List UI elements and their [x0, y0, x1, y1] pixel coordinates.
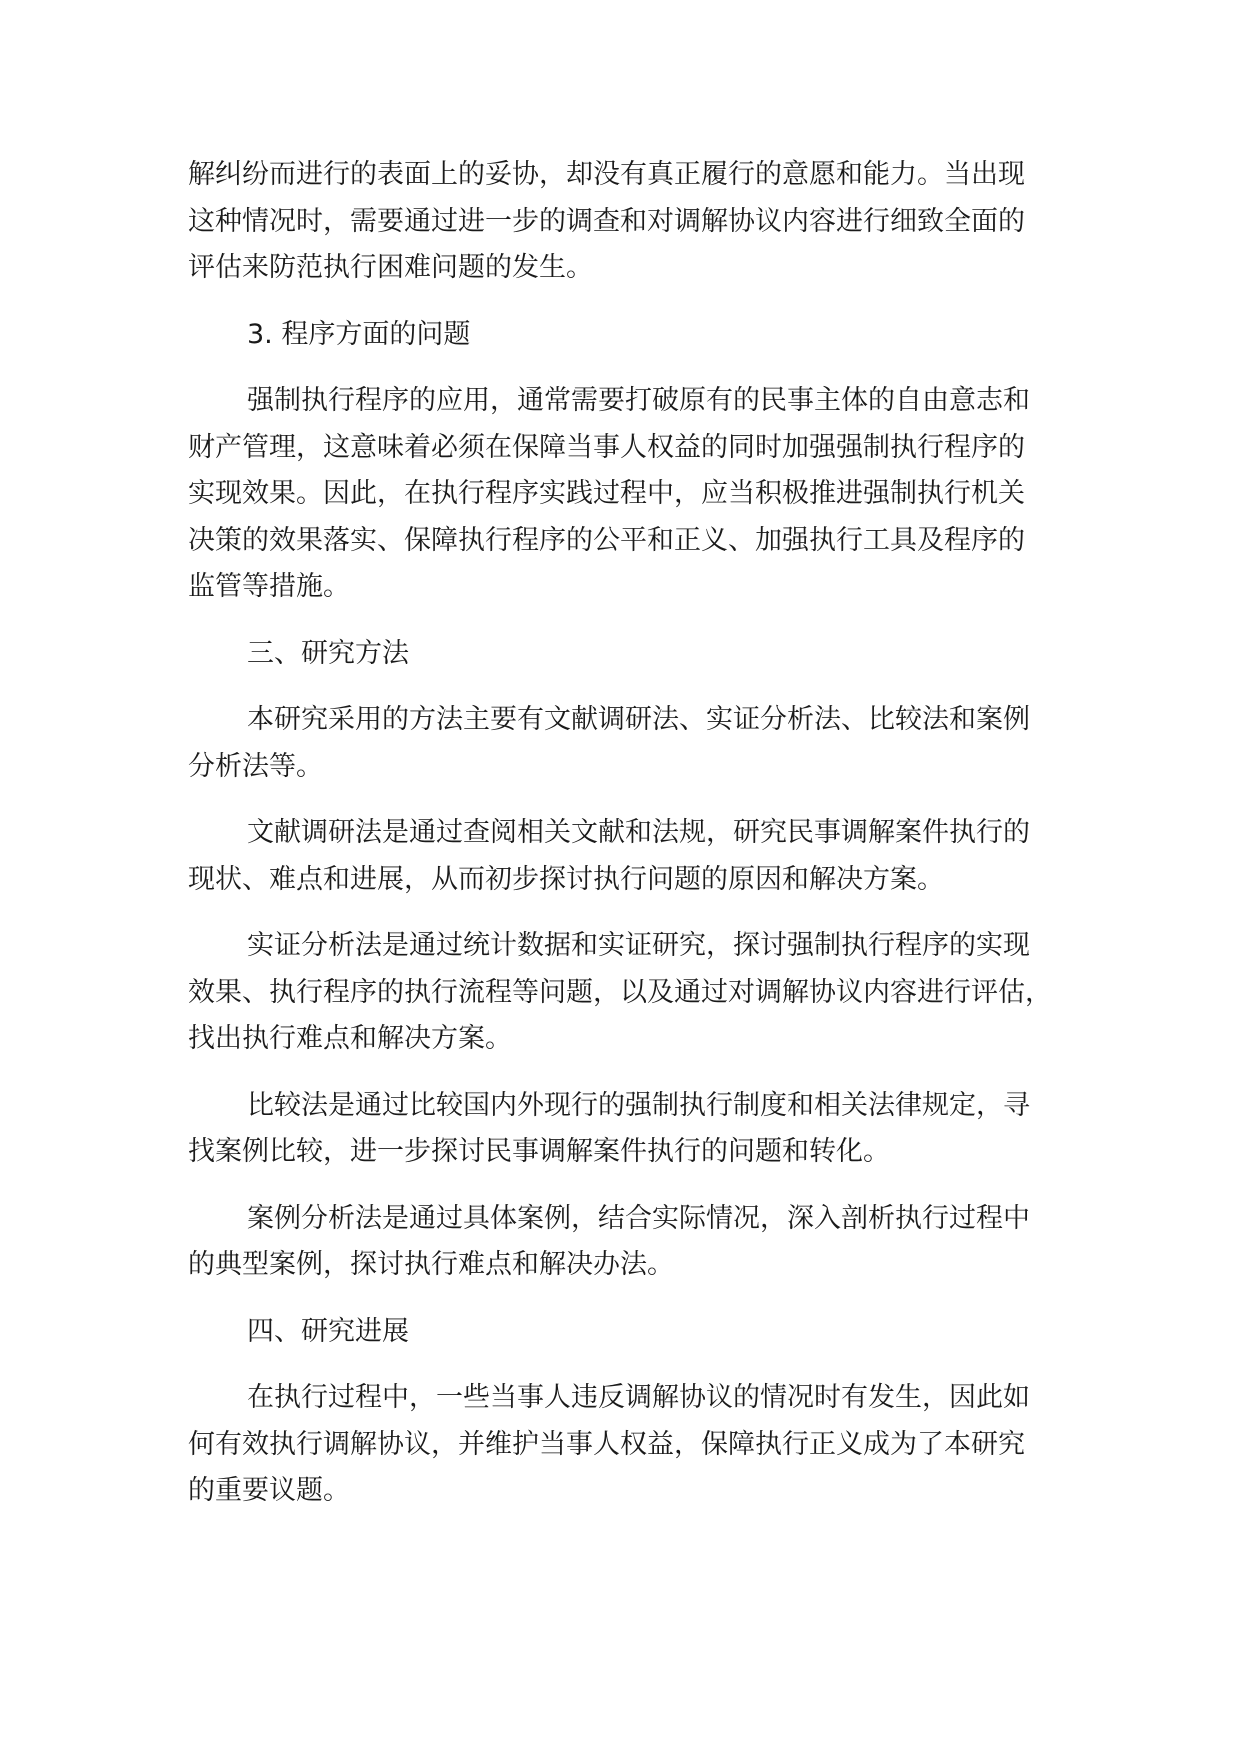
paragraph: [188, 1196, 1088, 1289]
text-line: 现状、难点和进展，从而初步探讨执行问题的原因和解决方案。: [188, 863, 944, 895]
paragraph: [188, 152, 1088, 292]
document-page: [188, 152, 1088, 1535]
text-line: 案例分析法是通过具体案例，结合实际情况，深入剖析执行过程中: [247, 1202, 1030, 1234]
section-heading: [188, 631, 1088, 678]
text-line: 监管等措施。: [188, 571, 350, 602]
text-line: 的重要议题。: [188, 1475, 350, 1506]
text-line: 找出执行难点和解决方案。: [188, 1023, 512, 1054]
text-line: 找案例比较，进一步探讨民事调解案件执行的问题和转化。: [188, 1136, 890, 1167]
text-line: 实现效果。因此，在执行程序实践过程中，应当积极推进强制执行机关: [188, 478, 1025, 509]
text-line: 这种情况时，需要通过进一步的调查和对调解协议内容进行细致全面的: [188, 205, 1025, 237]
text-line: 比较法是通过比较国内外现行的强制执行制度和相关法律规定，寻: [247, 1089, 1030, 1121]
text-line: 的典型案例，探讨执行难点和解决办法。: [188, 1249, 674, 1280]
text-line: 三、研究方法: [247, 637, 409, 669]
text-line: 实证分析法是通过统计数据和实证研究，探讨强制执行程序的实现: [247, 930, 1030, 961]
text-line: 解纠纷而进行的表面上的妥协，却没有真正履行的意愿和能力。当出现: [188, 159, 1025, 190]
text-line: 决策的效果落实、保障执行程序的公平和正义、加强执行工具及程序的: [188, 524, 1025, 556]
text-line: 四、研究进展: [247, 1315, 409, 1347]
paragraph: [188, 697, 1088, 790]
document-body: [188, 152, 1088, 1515]
paragraph: [188, 1375, 1088, 1515]
text-line: 在执行过程中，一些当事人违反调解协议的情况时有发生，因此如: [247, 1382, 1030, 1413]
paragraph: [188, 1083, 1088, 1176]
text-line: 3. 程序方面的问题: [247, 318, 471, 350]
paragraph: [188, 923, 1088, 1063]
text-line: 财产管理，这意味着必须在保障当事人权益的同时加强强制执行程序的: [188, 431, 1025, 463]
paragraph: [188, 378, 1088, 611]
text-line: 文献调研法是通过查阅相关文献和法规，研究民事调解案件执行的: [247, 817, 1030, 848]
section-heading: [188, 312, 1088, 359]
paragraph: [188, 810, 1088, 903]
text-line: 本研究采用的方法主要有文献调研法、实证分析法、比较法和案例: [247, 704, 1030, 735]
text-line: 分析法等。: [188, 750, 323, 782]
text-line: 强制执行程序的应用，通常需要打破原有的民事主体的自由意志和: [247, 385, 1030, 416]
text-line: 评估来防范执行困难问题的发生。: [188, 252, 593, 283]
text-line: 效果、执行程序的执行流程等问题，以及通过对调解协议内容进行评估，: [188, 976, 1052, 1008]
section-heading: [188, 1309, 1088, 1356]
text-line: 何有效执行调解协议，并维护当事人权益，保障执行正义成为了本研究: [188, 1428, 1025, 1460]
